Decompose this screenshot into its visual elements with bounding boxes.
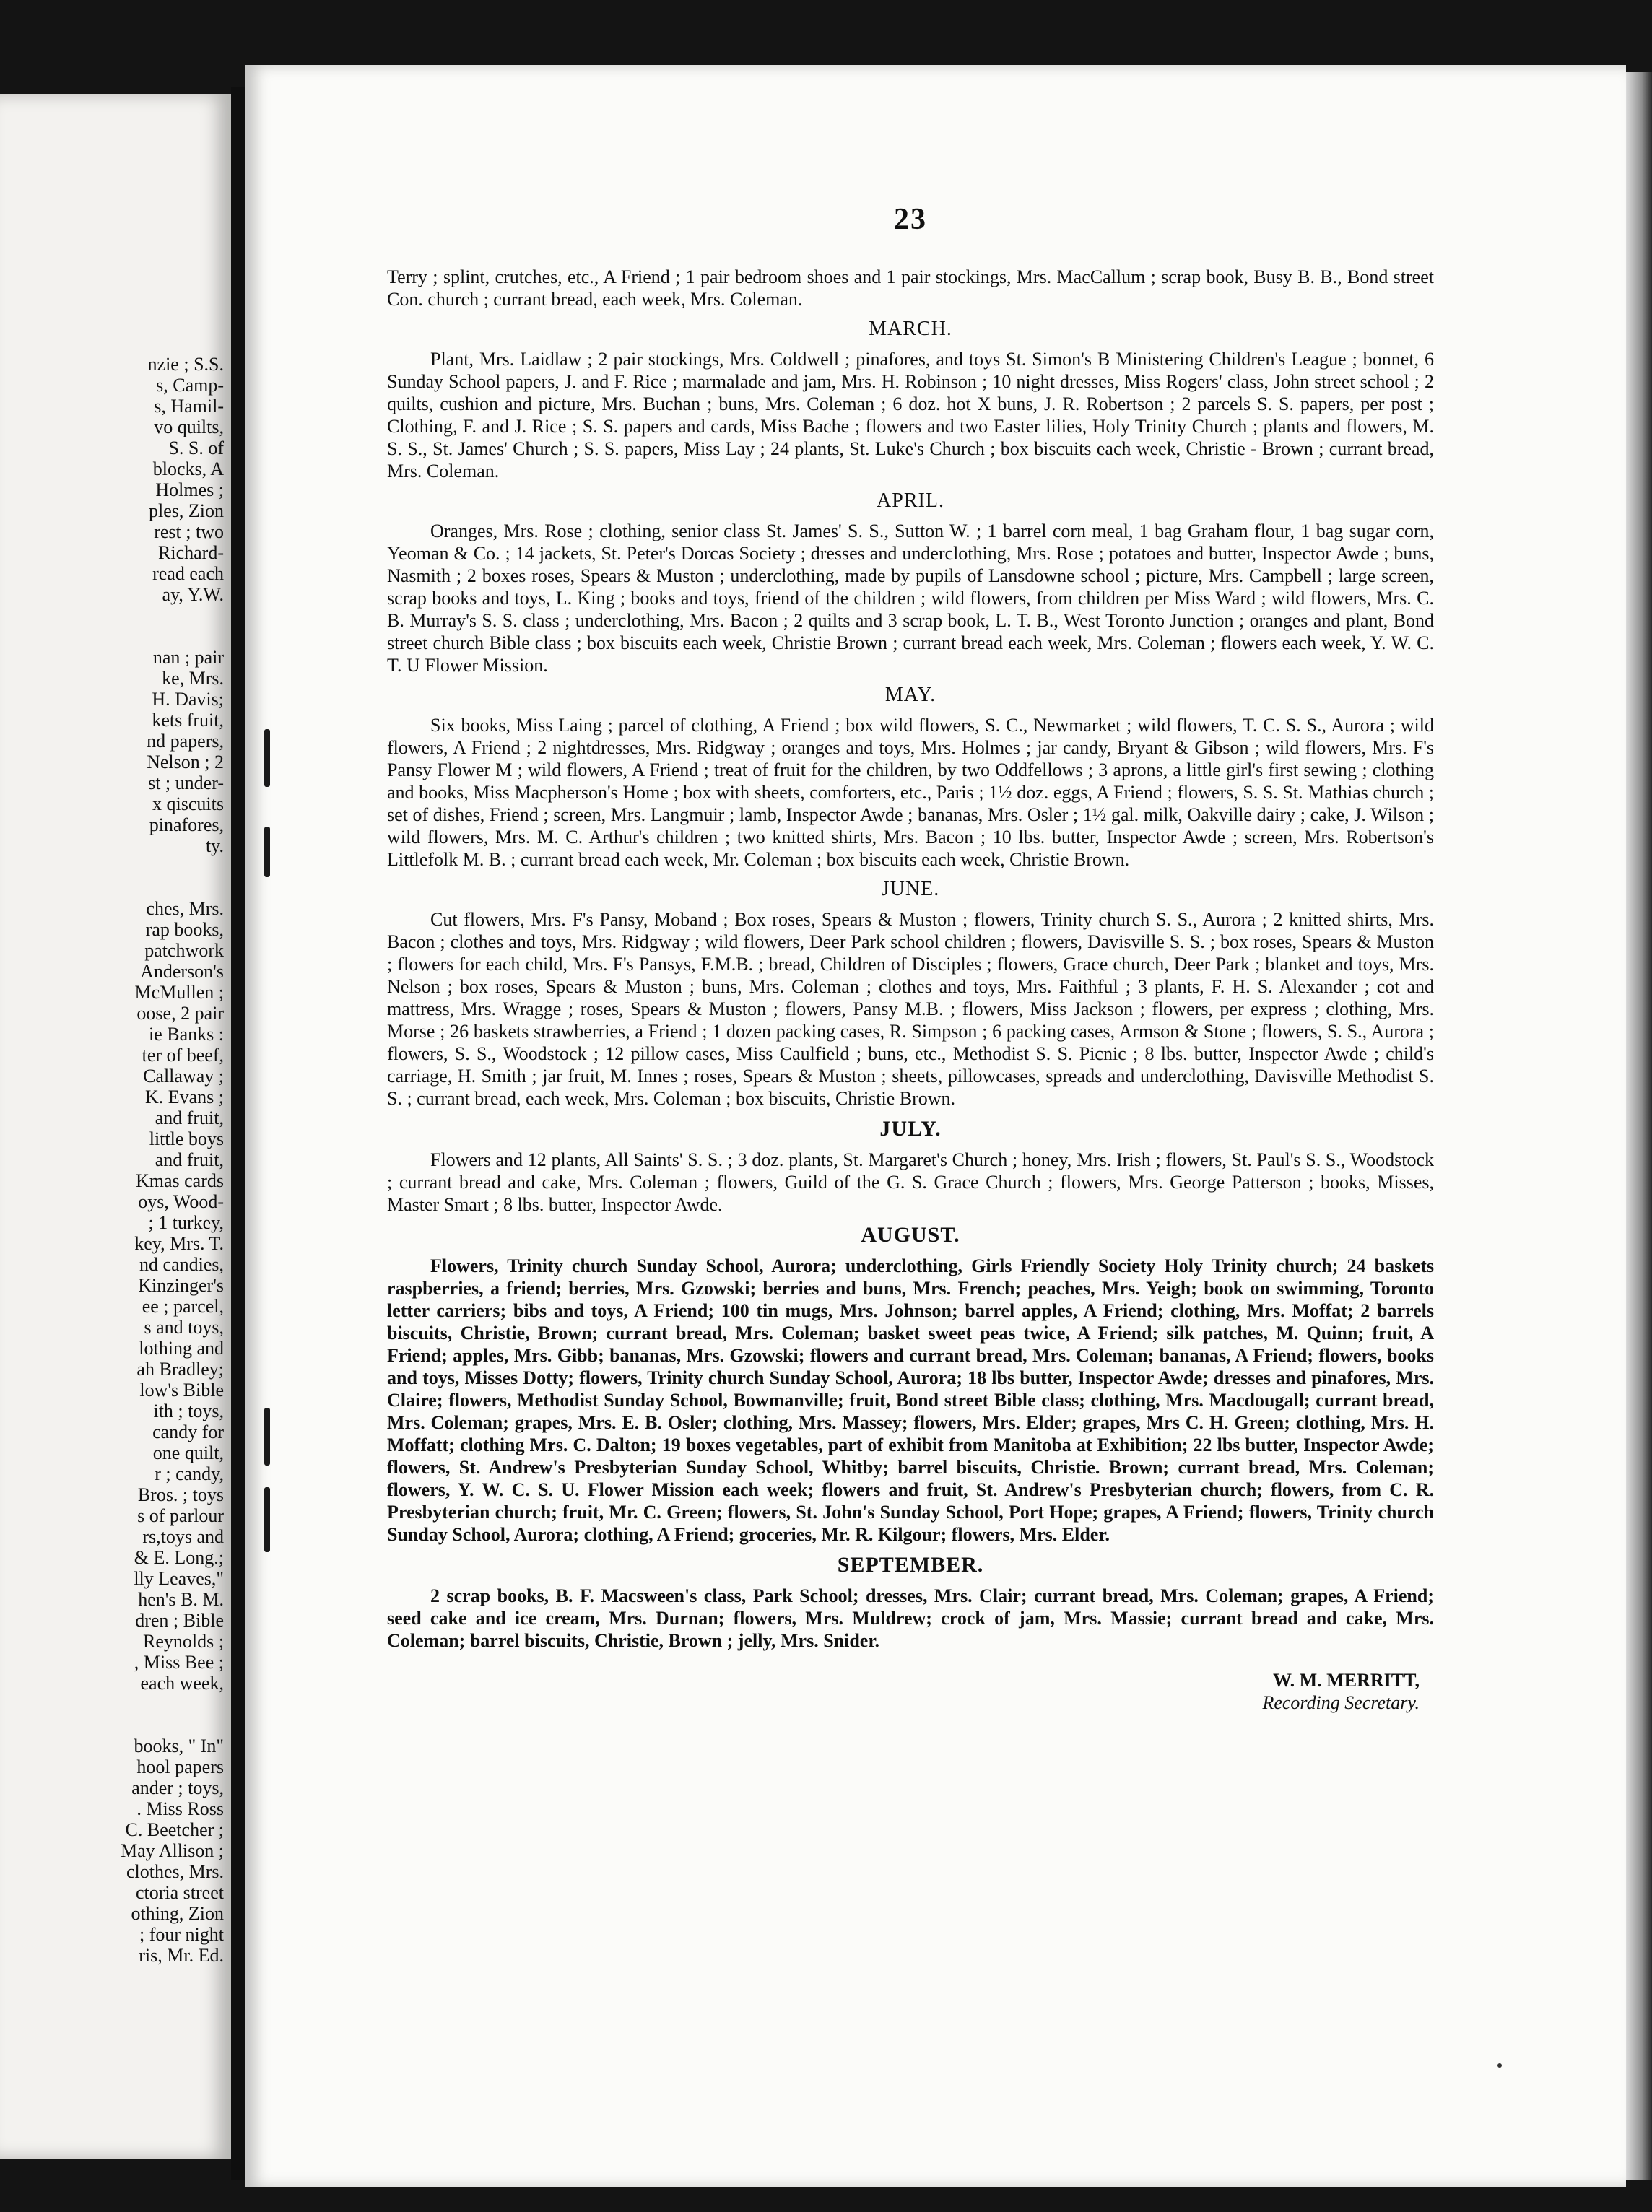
left-page-line: ay, Y.W.: [162, 584, 224, 605]
section-september: [387, 1553, 1434, 1652]
section-april: [387, 489, 1434, 676]
left-page-line: low's Bible: [139, 1380, 224, 1401]
book-gutter: [231, 87, 247, 2180]
left-page-line: little boys: [149, 1128, 224, 1149]
section-text: Cut flowers, Mrs. F's Pansy, Moband ; Box roses, Spears & Muston ; flowers, Trinity church S. S., Aurora ; 2 knitted shirts, Mrs. Bacon ; clothes and toys, Mrs. Ridgway ; wild flowers, Deer Park school children ; flowers, Davisville S. S. ; box roses, Spears & Muston ; flowers for each child, Mrs. F's Pansys, F.M.B. ; bread, Children of Disciples ; flowers, Grace church, Deer Park ; blanket and toys, Mrs. Nelson ; box roses, Spears & Muston ; buns, Mrs. Coleman ; clothes and toys, Mrs. Faithful ; 3 plants, F. H. S. Alexander ; cot and mattress, Mrs. Wragge ; roses, Spears & Muston ; flowers, Pansy M.B. ; flowers, Miss Jackson ; flowers, per express ; clothing, Mrs. Morse ; 26 baskets strawberries, a Friend ; 1 dozen packing cases, R. Simpson ; 6 packing cases, Armson & Stone ; flowers, S. S., Aurora ; flowers, S. S., Woodstock ; 12 pillow cases, Miss Caulfield ; buns, etc., Methodist S. S. Picnic ; 8 lbs. butter, Inspector Awde ; child's carriage, H. Smith ; jar fruit, M. Innes ; roses, Spears & Muston ; sheets, pillowcases, spreads and underclothing, Davisville Methodist S. S. ; currant bread, each week, Mrs. Coleman ; box biscuits, Christie Brown.: [387, 909, 1434, 1109]
left-page-line: s, Hamil-: [154, 396, 224, 417]
left-page-line: Kinzinger's: [138, 1275, 224, 1296]
section-july: [387, 1117, 1434, 1216]
page-edge: [1626, 72, 1652, 2180]
left-page-line: s and toys,: [144, 1317, 224, 1338]
left-page-line: s of parlour: [137, 1505, 224, 1526]
left-page-line: ples, Zion: [149, 500, 224, 521]
left-page-line: ; four night: [139, 1924, 224, 1945]
left-page-text-fragments: [0, 354, 230, 1966]
signature-block: [387, 1669, 1434, 1714]
page-number: 23: [894, 203, 927, 236]
left-page-line: and fruit,: [155, 1107, 224, 1128]
left-page-line: read each: [152, 563, 224, 584]
section-text: Plant, Mrs. Laidlaw ; 2 pair stockings, Mrs. Coldwell ; pinafores, and toys St. Simon's B Ministering Children's League ; bonnet, 6 Sunday School papers, J. and F. Rice ; marmalade and jam, Mrs. H. Robinson ; 10 night dresses, Miss Rogers' class, John street school ; 2 quilts, cushion and picture, Mrs. Buchan ; buns, Mrs. Coleman ; 6 doz. hot X buns, J. R. Robertson ; 2 parcels S. S. papers, per post ; Clothing, F. and J. Rice ; S. S. papers and cards, Miss Bache ; flowers and two Easter lilies, Holy Trinity Church ; plants and flowers, M. S. S., St. James' Church ; S. S. papers, Miss Lay ; 24 plants, St. Luke's Church ; box biscuits each week, Christie - Brown ; currant bread, Mrs. Coleman.: [387, 349, 1434, 482]
left-page-line: ith ; toys,: [153, 1401, 224, 1421]
section-heading: MAY.: [884, 684, 936, 706]
left-page-line: r ; candy,: [155, 1463, 224, 1484]
left-page-line: vo quilts,: [154, 417, 224, 437]
left-page-line: lothing and: [139, 1338, 224, 1359]
left-page-line: Richard-: [158, 542, 224, 563]
left-page-line: oys, Wood-: [138, 1191, 224, 1212]
left-page-line: dren ; Bible: [135, 1610, 224, 1631]
binding-stitch: [264, 1487, 270, 1552]
section-heading: SEPTEMBER.: [837, 1553, 984, 1577]
left-page-line: Holmes ;: [155, 479, 224, 500]
section-heading: MARCH.: [869, 318, 952, 340]
section-heading: JULY.: [879, 1117, 942, 1141]
left-page-line: clothes, Mrs.: [126, 1861, 224, 1882]
left-page-line: rs,toys and: [142, 1526, 224, 1547]
left-facing-page: [0, 94, 231, 2159]
left-page-line: H. Davis;: [152, 689, 224, 710]
left-page-line: nzie ; S.S.: [147, 354, 224, 375]
left-page-line: May Allison ;: [120, 1840, 224, 1861]
left-page-line: Anderson's: [140, 961, 224, 982]
left-page-line: st ; under-: [148, 772, 224, 793]
left-page-line: , Miss Bee ;: [134, 1652, 224, 1673]
left-page-line: Reynolds ;: [143, 1631, 224, 1652]
left-page-line: rest ; two: [154, 521, 224, 542]
intro-paragraph: Terry ; splint, crutches, etc., A Friend ; 1 pair bedroom shoes and 1 pair stockings, Mrs. MacCallum ; scrap book, Busy B. B., Bond street Con. church ; currant bread, each week, Mrs. Coleman.: [387, 266, 1434, 310]
section-heading: AUGUST.: [861, 1223, 960, 1247]
left-page-line: nan ; pair: [152, 647, 224, 668]
left-page-line: Callaway ;: [143, 1066, 224, 1087]
left-page-line: each week,: [140, 1673, 224, 1694]
left-page-line: rap books,: [145, 919, 224, 940]
left-page-line: books, " In": [134, 1736, 224, 1756]
left-page-line: ches, Mrs.: [146, 898, 224, 919]
signature-name: W. M. MERRITT,: [1273, 1670, 1420, 1691]
left-page-line: ; 1 turkey,: [148, 1212, 224, 1233]
left-page-line: S. S. of: [168, 437, 224, 458]
left-page-line: & E. Long.;: [134, 1547, 224, 1568]
section-text: Flowers and 12 plants, All Saints' S. S. ; 3 doz. plants, St. Margaret's Church ; honey, Mrs. Irish ; flowers, St. Paul's S. S., Woodstock ; currant bread and cake, Mrs. Coleman ; flowers, Guild of the G. S. Grace Church ; flowers, Mrs. George Patterson ; books, Misses, Master Smart ; 8 lbs. butter, Inspector Awde.: [387, 1149, 1434, 1215]
left-page-line: x qiscuits: [152, 793, 224, 814]
section-august: [387, 1223, 1434, 1546]
left-page-line: s, Camp-: [156, 375, 224, 396]
left-page-line: Bros. ; toys: [137, 1484, 224, 1505]
section-march: [387, 318, 1434, 482]
section-text: Six books, Miss Laing ; parcel of clothing, A Friend ; box wild flowers, S. C., Newmarket ; wild flowers, T. C. S. S., Aurora ; wild flowers, A Friend ; 2 nightdresses, Mrs. Ridgway ; oranges and toys, Mrs. Holmes ; jar candy, Bryant & Gibson ; wild flowers, Mrs. F's Pansy Flower M ; wild flowers, A Friend ; treat of fruit for the children, by two Oddfellows ; 3 aprons, a little girl's first sewing ; clothing and books, Miss Macpherson's Home ; box with sheets, comforters, etc., Paris ; 1½ doz. eggs, A Friend ; flowers, S. S. St. Mathias church ; set of dishes, Friend ; screen, Mrs. Langmuir ; lamb, Inspector Awde ; bananas, Mrs. Osler ; 1½ gal. milk, Oakville dairy ; cake, J. Wilson ; wild flowers, Mrs. M. C. Arthur's children ; two knitted shirts, Mrs. Bacon ; 10 lbs. butter, Inspector Awde ; screen, Mrs. Robertson's Littlefolk M. B. ; currant bread each week, Mr. Coleman ; box biscuits each week, Christie Brown.: [387, 715, 1434, 870]
left-page-line: ter of beef,: [142, 1045, 224, 1066]
left-page-line: kets fruit,: [152, 710, 224, 731]
binding-stitch: [264, 1408, 270, 1466]
left-page-line: hen's B. M.: [138, 1589, 224, 1610]
left-page-line: Kmas cards: [135, 1170, 224, 1191]
section-may: [387, 684, 1434, 871]
left-page-line: oose, 2 pair: [136, 1003, 224, 1024]
left-page-line: nd candies,: [139, 1254, 224, 1275]
section-text: Oranges, Mrs. Rose ; clothing, senior class St. James' S. S., Sutton W. ; 1 barrel corn meal, 1 bag Graham flour, 1 bag sugar corn, Yeoman & Co. ; 14 jackets, St. Peter's Dorcas Society ; dresses and underclothing, Mrs. Rose ; potatoes and butter, Inspector Awde ; buns, Nasmith ; 2 boxes roses, Spears & Muston ; underclothing, made by pupils of Lansdowne school ; picture, Mrs. Campbell ; large screen, scrap books and toys, L. King ; books and toys, friend of the children ; wild flowers, from children per Miss Ward ; wild flowers, Mrs. C. B. Murray's S. S. class ; underclothing, Mrs. Bacon ; 2 quilts and 3 scrap book, L. T. B., West Toronto Junction ; oranges and plant, Bond street church Bible class ; box biscuits each week, Christie Brown ; currant bread each week, Mrs. Coleman ; flowers each week, Y. W. C. T. U Flower Mission.: [387, 521, 1434, 676]
left-page-line: ah Bradley;: [136, 1359, 224, 1380]
left-page-line: othing, Zion: [131, 1903, 224, 1924]
left-page-line: . Miss Ross: [136, 1798, 224, 1819]
left-page-line: lly Leaves,": [134, 1568, 224, 1589]
left-page-line: and fruit,: [155, 1149, 224, 1170]
left-page-line: key, Mrs. T.: [134, 1233, 224, 1254]
binding-stitch: [264, 729, 270, 787]
binding-stitch: [264, 827, 270, 877]
left-page-line: hool papers: [136, 1756, 224, 1777]
left-page-line: pinafores,: [149, 814, 224, 835]
section-text: Flowers, Trinity church Sunday School, Aurora; underclothing, Girls Friendly Society Holy Trinity church; 24 baskets raspberries, a friend; berries, Mrs. Gzowski; berries and buns, Mrs. French; peaches, Mrs. Yeigh; book on swimming, Toronto letter carriers; bibs and toys, A Friend; 100 tin mugs, Mrs. Johnson; barrel apples, A Friend; clothing, Mrs. Moffat; 2 barrels biscuits, Christie, Brown; currant bread, Mrs. Coleman; basket sweet peas twice, A Friend; silk patches, M. Quinn; fruit, A Friend; apples, Mrs. Gibb; bananas, Mrs. Gzowski; flowers and currant bread, Mrs. Coleman; bananas, A Friend; flowers, books and toys, Misses Dotty; flowers, Trinity church Sunday School, Aurora; 18 lbs butter, Inspector Awde; dresses and pinafores, Mrs. Claire; flowers, Methodist Sunday School, Bowmanville; fruit, Bond street Bible class; clothing, Mrs. Macdougall; currant bread, Mrs. Coleman; grapes, Mrs. E. B. Osler; clothing, Mrs. Massey; flowers, Mrs. Elder; grapes, Mrs C. H. Green; clothing, Mrs. H. Moffatt; clothing Mrs. C. Dalton; 19 boxes vegetables, part of exhibit from Manitoba at Exhibition; 22 lbs butter, Inspector Awde; flowers, St. Andrew's Presbyterian Sunday School, Whitby; barrel biscuits, Christie. Brown; currant bread, Mrs. Coleman; flowers, Y. W. C. S. U. Flower Mission each week; flowers and fruit, St. Andrew's Presbyterian church; flowers, from C. R. Presbyterian church; fruit, Mr. C. Green; flowers, St. John's Sunday School, Port Hope; grapes, A Friend; flowers, Trinity church Sunday School, Aurora; clothing, A Friend; groceries, Mr. R. Kilgour; flowers, Mrs. Elder.: [387, 1255, 1434, 1545]
left-page-line: K. Evans ;: [144, 1087, 224, 1107]
left-page-line: ee ; parcel,: [142, 1296, 224, 1317]
left-page-line: Nelson ; 2: [147, 752, 224, 772]
left-page-line: one quilt,: [152, 1442, 224, 1463]
section-text: 2 scrap books, B. F. Macsween's class, Park School; dresses, Mrs. Clair; currant bread, Mrs. Coleman; grapes, A Friend; seed cake and ice cream, Mrs. Durnan; flowers, Mrs. Muldrew; crock of jam, Mrs. Massie; currant bread and cake, Mrs. Coleman; barrel biscuits, Christie, Brown ; jelly, Mrs. Snider.: [387, 1585, 1434, 1651]
left-page-line: [0, 1694, 230, 1736]
page-content: [387, 202, 1434, 1714]
paper-speck: [1497, 2063, 1502, 2068]
left-page-line: C. Beetcher ;: [125, 1819, 224, 1840]
left-page-line: candy for: [152, 1421, 224, 1442]
left-page-line: ty.: [205, 835, 224, 856]
section-heading: JUNE.: [881, 878, 940, 900]
left-page-line: [0, 856, 230, 898]
left-page-line: nd papers,: [147, 731, 224, 752]
left-page-line: patchwork: [144, 940, 224, 961]
left-page-line: ie Banks :: [149, 1024, 224, 1045]
left-page-line: ke, Mrs.: [162, 668, 224, 689]
left-page-line: blocks, A: [152, 458, 224, 479]
left-page-line: McMullen ;: [134, 982, 224, 1003]
section-heading: APRIL.: [877, 489, 944, 512]
signature-title: Recording Secretary.: [1262, 1692, 1420, 1713]
left-page-line: ris, Mr. Ed.: [139, 1945, 224, 1966]
left-page-line: ctoria street: [136, 1882, 224, 1903]
section-june: [387, 878, 1434, 1110]
left-page-line: [0, 605, 230, 647]
left-page-line: ander ; toys,: [131, 1777, 224, 1798]
